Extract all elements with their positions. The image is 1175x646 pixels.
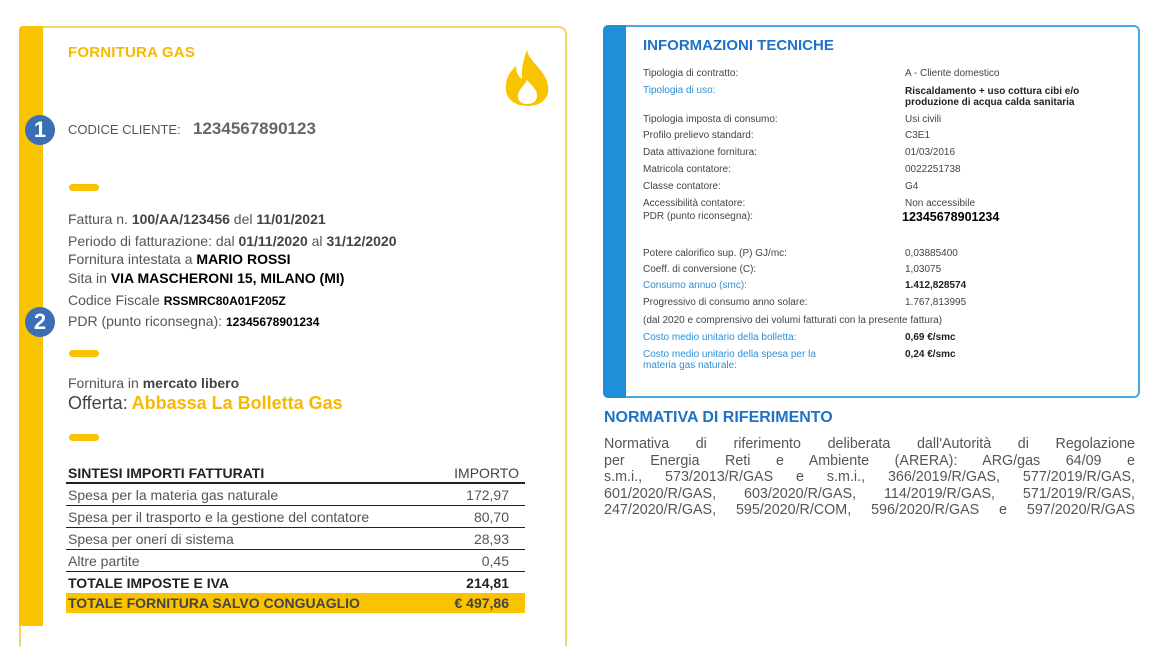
info-value: 0,03885400: [905, 248, 958, 259]
marker-1-badge: 1: [25, 115, 55, 145]
row-value: 0,45: [481, 553, 509, 569]
info-value: 1.412,828574: [905, 280, 967, 291]
holder-line: [68, 251, 291, 267]
holder-name: MARIO ROSSI: [196, 251, 291, 267]
flame-icon: [500, 48, 554, 108]
section-divider: [69, 434, 99, 441]
table-row: [66, 528, 525, 550]
info-label: PDR (punto riconsegna):: [643, 211, 754, 222]
offer-name: Abbassa La Bolletta Gas: [131, 393, 343, 413]
grand-total-value: € 497,86: [454, 595, 509, 611]
tax-code-value: RSSMRC80A01F205Z: [163, 294, 286, 308]
info-label: Potere calorifico sup. (P) GJ/mc:: [643, 248, 787, 259]
info-label: Accessibilità contatore:: [643, 198, 746, 209]
customer-code-label: CODICE CLIENTE:: [68, 122, 181, 137]
period-to: 31/12/2020: [326, 233, 397, 249]
table-header-row: [66, 462, 525, 484]
info-value: 01/03/2016: [905, 147, 956, 158]
address-value: VIA MASCHERONI 15, MILANO (MI): [110, 270, 345, 286]
info-value: 1,03075: [905, 264, 942, 275]
table-row: [66, 484, 525, 506]
info-label: Tipologia di contratto:: [643, 68, 739, 79]
pdr-line: [68, 313, 319, 329]
technical-info-title: INFORMAZIONI TECNICHE: [643, 37, 834, 54]
info-label: Tipologia imposta di consumo:: [643, 114, 778, 125]
market-value: mercato libero: [142, 375, 240, 391]
billing-period-line: [68, 233, 397, 249]
row-label: Spesa per la materia gas naturale: [68, 487, 279, 503]
info-value: C3E1: [905, 130, 931, 141]
grand-total-row: [66, 593, 525, 613]
regulations-title: NORMATIVA DI RIFERIMENTO: [604, 409, 833, 426]
info-value-continued: produzione di acqua calda sanitaria: [905, 97, 1075, 108]
table-row: [66, 550, 525, 572]
regulations-line: s.m.i., 573/2013/R/GAS e s.m.i., 366/2019/R/GAS, 577/2019/R/GAS,: [604, 469, 1135, 485]
row-value: 80,70: [473, 509, 509, 525]
info-value: Non accessibile: [905, 198, 976, 209]
info-label: Profilo prelievo standard:: [643, 130, 754, 141]
total-taxes-row: [66, 572, 525, 593]
address-line: [68, 270, 344, 286]
pdr-value: 12345678901234: [225, 315, 320, 329]
info-note: (dal 2020 e comprensivo dei volumi fatturati con la presente fattura): [643, 315, 943, 326]
table-header-amount: IMPORTO: [454, 465, 519, 481]
info-label: Costo medio unitario della spesa per la: [643, 349, 816, 360]
row-label: Spesa per oneri di sistema: [68, 531, 234, 547]
info-label: Consumo annuo (smc):: [643, 280, 747, 291]
tax-code-label: Codice Fiscale: [68, 292, 160, 308]
marker-2-badge: 2: [25, 307, 55, 337]
invoice-date: 11/01/2021: [256, 211, 326, 227]
regulations-line: 247/2020/R/GAS, 595/2020/R/COM, 596/2020/R/GAS e 597/2020/R/GAS: [604, 502, 1135, 518]
regulations-line: 601/2020/R/GAS, 603/2020/R/GAS, 114/2019/R/GAS, 571/2019/R/GAS,: [604, 485, 1135, 502]
info-value: 1.767,813995: [905, 297, 967, 308]
row-value: 28,93: [473, 531, 509, 547]
info-value: 12345678901234: [902, 210, 1000, 224]
tax-code-line: [68, 292, 286, 308]
period-label: Periodo di fatturazione: dal: [68, 233, 235, 249]
regulations-text: [604, 436, 1135, 519]
invoice-del: del: [233, 211, 253, 227]
market-label: Fornitura in: [68, 375, 139, 391]
period-al: al: [311, 233, 323, 249]
holder-label: Fornitura intestata a: [68, 251, 193, 267]
info-value: A - Cliente domestico: [905, 68, 1000, 79]
section-divider: [69, 350, 99, 357]
invoice-label: Fattura n.: [68, 211, 128, 227]
info-value: Usi civili: [905, 114, 942, 125]
row-label: Spesa per il trasporto e la gestione del contatore: [68, 509, 370, 525]
section-divider: [69, 184, 99, 191]
info-label: Classe contatore:: [643, 181, 721, 192]
info-label: Tipologia di uso:: [643, 85, 716, 96]
info-label: Matricola contatore:: [643, 164, 731, 175]
market-line: [68, 375, 239, 391]
info-value: 0022251738: [905, 164, 961, 175]
row-label: Altre partite: [68, 553, 140, 569]
info-value: Riscaldamento + uso cottura cibi e/o: [905, 86, 1080, 97]
offer-label: Offerta:: [68, 393, 128, 413]
info-value: 0,24 €/smc: [905, 349, 956, 360]
billing-summary-table: [66, 462, 525, 613]
invoice-line: [68, 211, 326, 227]
gas-panel-title: FORNITURA GAS: [68, 44, 196, 61]
info-value: G4: [905, 181, 919, 192]
regulations-line: Normativa di riferimento deliberata dall'Autorità di Regolazione: [604, 436, 1135, 452]
table-row: [66, 506, 525, 528]
total-taxes-value: 214,81: [466, 575, 509, 591]
invoice-number: 100/AA/123456: [131, 211, 230, 227]
regulations-line: per Energia Reti e Ambiente (ARERA): ARG/gas 64/09 e: [604, 452, 1135, 469]
info-label: Data attivazione fornitura:: [643, 147, 757, 158]
period-from: 01/11/2020: [238, 233, 308, 249]
pdr-label: PDR (punto riconsegna):: [68, 313, 223, 329]
info-label: Coeff. di conversione (C):: [643, 264, 757, 275]
info-label: Costo medio unitario della bolletta:: [643, 332, 797, 343]
technical-info-accent-bar: [603, 25, 626, 398]
customer-code-value: 1234567890123: [193, 119, 316, 138]
grand-total-label: TOTALE FORNITURA SALVO CONGUAGLIO: [68, 595, 360, 611]
info-label-continued: materia gas naturale:: [643, 360, 737, 371]
row-value: 172,97: [466, 487, 509, 503]
table-header-label: SINTESI IMPORTI FATTURATI: [68, 465, 265, 481]
offer-line: [68, 393, 343, 414]
info-label: Progressivo di consumo anno solare:: [643, 297, 808, 308]
total-taxes-label: TOTALE IMPOSTE E IVA: [68, 575, 230, 591]
info-value: 0,69 €/smc: [905, 332, 956, 343]
address-label: Sita in: [68, 270, 107, 286]
